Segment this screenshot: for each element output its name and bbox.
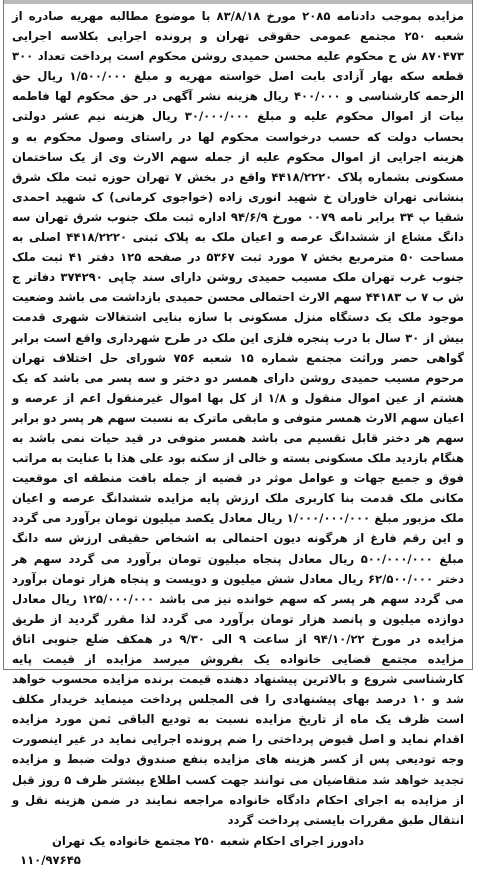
legal-notice-clipping (3, 0, 473, 867)
notice-signature: دادورز اجرای احکام شعبه ۲۵۰ مجتمع خانواده یک تهران (52, 833, 365, 848)
notice-reference-number: ۱۱۰/۹۷۶۴۵ (20, 852, 81, 867)
notice-footer (12, 832, 464, 870)
cropped-top-edge (4, 0, 472, 4)
notice-body-text: مزایده بموجب دادنامه ۲۰۸۵ مورخ ۸۳/۸/۱۸ با موضوع مطالبه مهریه صادره از شعبه ۲۵۰ مجتمع عمومی حقوقی تهران و پرونده اجرایی بکلاسه اجرایی ۸۷۰۴۷۳ ش ح محکوم علیه محسن حمیدی روشن محکوم است پرداخت تعداد ۳۰۰ قطعه سکه بهار آزادی بابت اصل خواسته مهریه و مبلغ ۱/۵۰۰/۰۰۰ ریال حق الزحمه کارشناسی و ۴۰۰/۰۰۰ ریال هزینه نشر آگهی در حق محکوم لها فاطمه بیات از اموال محکوم علیه و مبلغ ۳۰/۰۰۰/۰۰۰ ریال هزینه نیم عشر دولتی بحساب دولت که حسب درخواست محکوم لها در راستای وصول محکوم به و هزینه اجرایی از اموال محکوم علیه از جمله سهم الارث وی از یک ساختمان مسکونی بشماره پلاک ۴۴۱۸/۲۲۲۰ واقع در بخش ۷ تهران حوزه ثبت ملک شرق بنشانی تهران خاوران خ شهید انوری زاده (خواجوی کرمانی) ک شهید احمدی شقیا پ ۳۴ برابر نامه ۰۰۷۹ مورخ ۹۴/۶/۹ اداره ثبت ملک جنوب شرق تهران سه دانگ مشاع از ششدانگ عرصه و اعیان ملک به پلاک ثبتی ۴۴۱۸/۲۲۲۰ اصلی به مساحت ۵۰ مترمربع بخش ۷ مورد ثبت ۵۳۶۷ در صفحه ۱۲۵ دفتر ۴۱ ثبت ملک جنوب غرب تهران ملک مسیب حمیدی روشن دارای سند چاپی ۳۷۴۲۹۰ دفاتر ج ش ب ۷ ب ۴۴۱۸۳ سهم الارث احتمالی محسن حمیدی بازداشت می باشد وضعیت موجود ملک یک دستگاه منزل مسکونی با سازه بنایی اشتغالات شهری قدمت بیش از ۳۰ سال با درب پنجره فلزی این ملک در طرح شهرداری واقع است برابر گواهی حصر وراثت مجتمع شماره ۱۵ شعبه ۷۵۶ شورای حل اختلاف تهران مرحوم مسیب حمیدی روشن دارای همسر دو دختر و سه پسر می باشد که یک هشتم از عین اموال منقول و ۱/۸ از کل بها اموال غیرمنقول اعم از عرصه و اعیان سهم الارث همسر متوفی و مابقی ماترک به نسبت سهم هر پسر دو برابر سهم هر دختر قابل تقسیم می باشد همسر متوفی در قید حیات نمی باشد به هنگام بازدید ملک مسکونی بسته و خالی از سکنه بود علی هذا با عنایت به مراتب فوق و جمیع جهات و عوامل موثر در قضیه از جمله بافت منطقه ای موقعیت مکانی ملک قدمت بنا کاربری ملک ارزش پایه مزایده ششدانگ عرصه و اعیان ملک مزبور مبلغ ۱/۰۰۰/۰۰۰/۰۰۰ ریال معادل یکصد میلیون تومان برآورد می گردد و این رقم فارغ از هرگونه دیون احتمالی به اشخاص حقیقی ارزش سه دانگ مبلغ ۵۰۰/۰۰۰/۰۰۰ ریال معادل پنجاه میلیون تومان برآورد می گردد سهم هر دختر ۶۲/۵۰۰/۰۰۰ ریال معادل شش میلیون و دویست و پنجاه هزار تومان برآورد می گردد سهم هر پسر که سهم خوانده نیز می باشد ۱۲۵/۰۰۰/۰۰۰ ریال معادل دوازده میلیون و پانصد هزار تومان برآورد می گردد لذا مقرر گردید از طریق مزایده در مورخ ۹۴/۱۰/۲۲ از ساعت ۹ الی ۹/۳۰ در همکف ضلع جنوبی اتاق مزایده مجتمع قضایی خانواده یک بفروش میرسد مزایده از قیمت پایه کارشناسی شروع و بالاترین پیشنهاد دهنده قیمت برنده مزایده محسوب خواهد شد و ۱۰ درصد بهای پیشنهادی را فی المجلس پرداخت مینماید خریدار مکلف است ظرف یک ماه از تاریخ مزایده نسبت به تودیع الباقی ثمن مورد مزایده اقدام نماید و اصل قبوض پرداختی را ضم پرونده اجرایی نماید در غیر اینصورت وجه تودیعی پس از کسر هزینه های مزایده بنفع صندوق دولت ضبط و مزایده تجدید خواهد شد متقاضیان می توانند جهت کسب اطلاع بیشتر ظرف ۵ روز قبل از مزایده به اجرای احکام دادگاه خانواده مراجعه نمایند در ضمن هزینه نقل و انتقال طبق مقررات بایستی پرداخت گردد (12, 9, 465, 827)
